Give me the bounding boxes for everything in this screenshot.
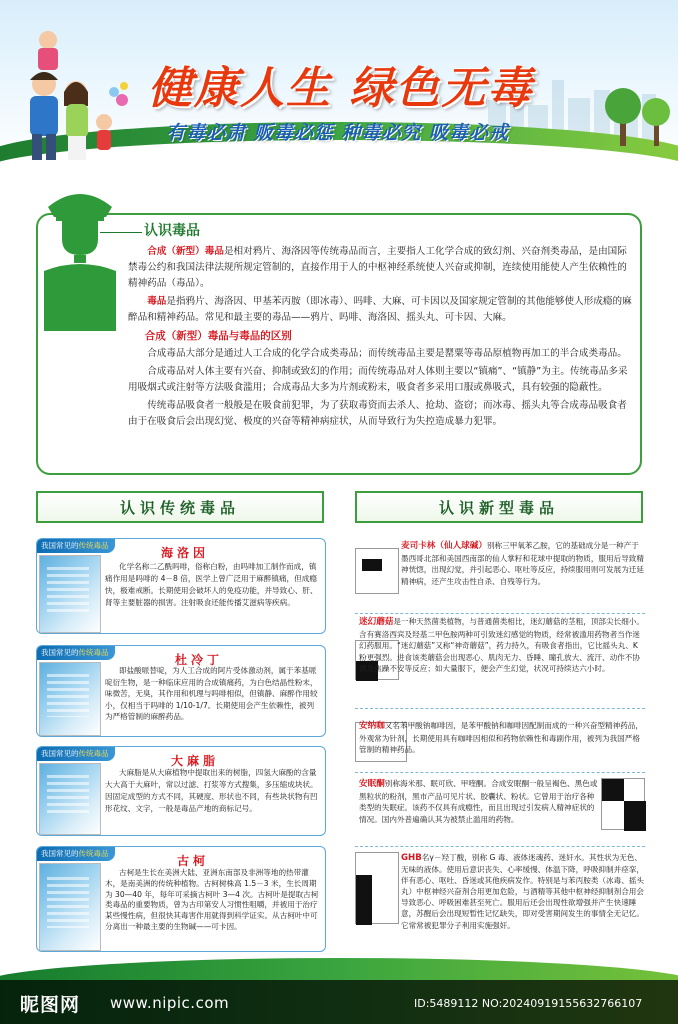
new-drug-magic-mushroom: [355, 616, 645, 712]
intro-paragraph-5: 传统毒品吸食者一般般是在吸食前犯罪，为了获取毒资而去杀人、抢劫、盗窃；而冰毒、摇头丸等合成毒品吸食者由于在吸食后会出现幻觉、极度的兴奋等精神病症状，从而导致行为失控造成暴力犯罪。: [128, 400, 627, 427]
drug-name: 古柯: [177, 854, 210, 868]
drug-description: 化学名称二乙酰吗啡，俗称白粉，由吗啡加工制作而成，镇痛作用是吗啡的 4－8 倍，医学上曾广泛用于麻醉镇痛，但成瘾快，极难戒断。长期使用会破坏人的免疫功能，并导致心、肝、肾等主要脏器的损害。注射吸食还能传播艾滋病等疾病。: [105, 562, 318, 607]
drug-description: 麦司卡林（仙人球碱）别称三甲氧苯乙胺，它的基础成分是一种产于墨西哥北部和美国西南部的仙人掌籽和花球中提取的物质，服用后导致精神恍惚，出现幻觉，并引起恶心、呕吐等反应，持续服用则可发展为迁延精神病，还产生攻击性自杀、自残等行为。: [401, 541, 644, 586]
drug-description: 迷幻蘑菇是一种天然菌类植物，与普通菌类相比，迷幻蘑菇的茎粗，顶部尖长细小。含有赛洛西宾及羟基二甲色胺两种可引致迷幻感觉的物质，经常被滥用药物者当作迷幻药服用。“迷幻蘑菇”又称“神奇蘑菇”，药力持久，有吸食者指出，它比摇头丸、K 粉更强烈。进食该类蘑菇会出现恶心、肌肉无力、昏睡、瞳孔放大、流汗、动作不协调及焦躁不安等反应；如大量服下，便会产生幻觉，状况可持续达六小时。: [359, 617, 644, 674]
new-drug-mescaline: [355, 540, 645, 620]
card-tag: 我国常见的传统毒品: [37, 847, 115, 861]
divider: [355, 708, 645, 709]
intro-paragraph-4: 合成毒品对人体主要有兴奋、抑制或致幻的作用；而传统毒品对人体则主要以“镇痛”、“镇静”为主。传统毒品多采用吸烟式或注射等方法吸食滥用；合成毒品大多为片剂或粉末，吸食者多采用口服或鼻吸式，具有较强的隐蔽性。: [128, 366, 628, 393]
drug-description: 安纳咖又名苯甲酸钠咖啡因，是苯甲酸钠和咖啡因配制而成的一种兴奋型精神药品，外观常为针剂，长期使用具有咖啡因相似和药物依赖性和毒副作用，被列为我国严格管制的精神药品。: [359, 721, 643, 755]
new-drug-methaqualone: [355, 778, 645, 842]
term-drug: 毒品: [147, 296, 167, 307]
card-tag: 我国常见的传统毒品: [37, 646, 115, 660]
intro-paragraph-2: 是指鸦片、海洛因、甲基苯丙胺（即冰毒）、吗啡、大麻、可卡因以及国家规定管制的其他能够使人形成瘾的麻醉品和精神药品。常见和最主要的毒品——鸦片、吗啡、海洛因、摇头丸、可卡因、大麻。: [128, 296, 632, 323]
drug-card-heroin: [36, 538, 326, 634]
watermark-logo: 昵图网: [20, 994, 81, 1016]
drug-description: 古柯是生长在美洲大陆、亚洲东南部及非洲等地的热带灌木，是南美洲的传统种植物。古柯树株高 1.5－3 米，生长周期为 30—40 年，每年可采摘古柯叶 3—4 次。古柯叶是提取古柯类毒品的重要物质，曾为古印第安人习惯性咀嚼，并被用于治疗某些慢性病，但很快其毒害作用就得到科学证实。从古柯叶中可分离出一种最主要的生物碱——可卡因。: [105, 868, 319, 931]
footer: [0, 958, 678, 1024]
page-slogan: 有毒必肃 贩毒必惩 种毒必究 吸毒必戒: [166, 122, 509, 144]
drug-photo: [355, 852, 399, 924]
intro-body: [128, 244, 634, 432]
drug-description: 安眠酮别称海米那、眠可欣、甲喹酮。合成安眠酮一般呈褐色、黑色或黑粒状的粉剂，黑市产品可见片状、胶囊状、粉状。它曾用于治疗各种类型的失眠症。该药不仅具有成瘾性，而且出现过引发病人精神症状的情况。国内外普遍确认其为被禁止滥用的药物。: [359, 779, 598, 824]
drug-description: 大麻脂是从大麻植物中提取出来的树脂，四氢大麻酚的含量大大高于大麻叶，常以过滤、打浆等方式搜集，多压缩成块状。因固定成型的方式不同，其硬度、形状也不同，有些块状物有凹形花纹、文字，一般是毒品产地的商标记号。: [105, 768, 318, 813]
police-silhouette-icon: [34, 183, 126, 331]
drug-photo: [39, 863, 101, 951]
drug-photo: [355, 548, 399, 594]
drug-card-coca: [36, 846, 326, 952]
intro-paragraph-3: 合成毒品大部分是通过人工合成的化学合成类毒品；而传统毒品主要是罂粟等毒品原植物再加工的半合成类毒品。: [147, 348, 627, 359]
intro-heading: 认识毒品: [144, 223, 200, 239]
drug-card-pethidine: [36, 645, 326, 737]
drug-photo: [39, 763, 101, 835]
new-drug-ghb: [355, 852, 645, 956]
drug-photo: [39, 555, 101, 633]
term-synthetic-drug: 合成（新型）毒品: [147, 246, 224, 257]
tree-icon: [598, 70, 678, 150]
intro-paragraph-1: 是相对鸦片、海洛因等传统毒品而言，主要指人工化学合成的致幻剂、兴奋剂类毒品，是由国际禁毒公约和我国法律法规所规定管制的，直接作用于人的中枢神经系统使人兴奋或抑制，连续使用能使人产生依赖性的精神药品（毒品）。: [128, 246, 627, 289]
divider: [355, 772, 645, 773]
divider: [355, 846, 645, 847]
new-drug-annaca: [355, 718, 645, 764]
intro-subheading: 合成（新型）毒品与毒品的区别: [144, 330, 292, 342]
drug-card-cannabis-resin: [36, 746, 326, 836]
drug-photo: [601, 778, 645, 830]
card-tag: 我国常见的传统毒品: [37, 539, 115, 553]
drug-photo: [39, 662, 101, 736]
family-illustration-icon: [8, 22, 128, 162]
watermark-id: ID:5489112 NO:20240919155632766107: [414, 997, 643, 1010]
drug-name: 杜冷丁: [175, 653, 224, 667]
drug-name: 大麻脂: [171, 754, 220, 768]
section-traditional-drugs: 认识传统毒品: [36, 491, 324, 523]
drug-name: 海洛因: [161, 546, 210, 560]
header-banner: [0, 0, 678, 172]
drug-description: 即盐酸哌替啶，为人工合成的阿片受体激动剂，属于苯基哌啶衍生物，是一种临床应用的合成镇痛药，为白色结晶性粉末，味微苦，无臭，其作用和机理与吗啡相似，但镇静、麻醉作用较小，仅相当于吗啡的 1/10-1/7。长期使用会产生依赖性，被列为严格管制的麻醉药品。: [105, 666, 318, 722]
divider: [355, 613, 645, 614]
drug-description: GHB名γ－羟丁酸，别称 G 毒、液体迷魂药、迷奸水。其性状为无色、无味的液体。使用后意识丧失、心率缓慢、体温下降，呼吸抑制并痉挛，伴有恶心、呕吐、昏迷或其他疾病发作。特别是与苯丙胺类（冰毒、摇头丸）中枢神经兴奋剂合用更加危险，与酒精等其他中枢神经抑制剂合用会导致恶心、呼吸困难甚至死亡。服用后还会出现性欲增强并产生快速睡意，苏醒后会出现短暂性记忆缺失，即对受害期间发生的事情全无记忆。它常常被犯罪分子利用实施强奸。: [401, 853, 644, 930]
heading-divider: [100, 232, 142, 233]
page-title: 健康人生 绿色无毒: [148, 63, 534, 114]
section-new-drugs: 认识新型毒品: [355, 491, 643, 523]
card-tag: 我国常见的传统毒品: [37, 747, 115, 761]
watermark-url: www.nipic.com: [110, 994, 230, 1012]
